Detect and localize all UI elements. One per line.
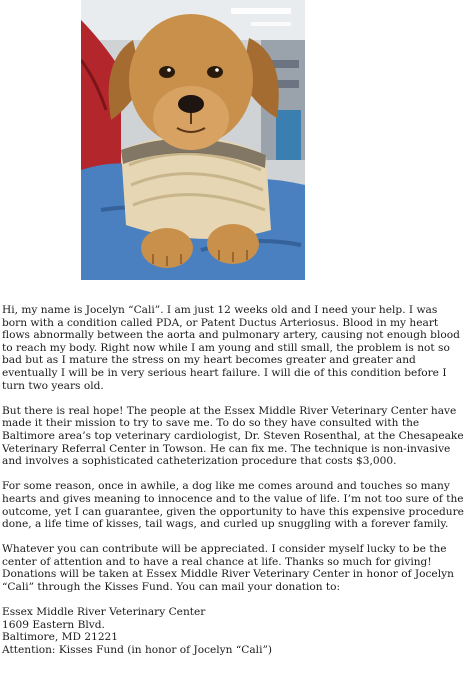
address-line-city: Baltimore, MD 21221 [2, 631, 119, 644]
letter-paragraph-hope: But there is real hope! The people at the Essex Middle River Veterinary Center have made it their mission to try to save me. To do so they have consulted with the Baltimore area’s top veterinary cardiologist, Dr. Steven Rosenthal, at the Chesapeake Veterinary Referral Center in Towson. He can fix me. The technique is non-invasive and involves a sophisticated catheterization procedure that costs $3,000. [2, 404, 464, 468]
address-line-name: Essex Middle River Veterinary Center [2, 606, 206, 619]
letter-paragraph-donate: Whatever you can contribute will be appreciated. I consider myself lucky to be the center of attention and to have a real chance at life. Thanks so much for giving! Donations will be taken at Essex Middle River Veterinary Center in honor of Jocelyn “Cali” through the Kisses Fund. You can mail your donation to: [2, 543, 454, 594]
letter-paragraph-meaning: For some reason, once in awhile, a dog like me comes around and touches so many hearts and gives meaning to innocence and to the value of life. I’m not too sure of the outcome, yet I can guarantee, given the opportunity to have this expensive procedure done, a life time of kisses, tail wags, and curled up snuggling with a forever family. [2, 480, 464, 531]
appeal-letter [2, 304, 464, 657]
letter-paragraph-intro: Hi, my name is Jocelyn “Cali”. I am just 12 weeks old and I need your help. I was born with a condition called PDA, or Patent Ductus Arteriosus. Blood in my heart flows abnormally between the aorta and pulmonary artery, causing not enough blood to reach my body. Right now while I am young and still small, the problem is not so bad but as I mature the stress on my heart becomes greater and greater and eventually I will be in very serious heart failure. I will die of this condition before I turn two years old. [2, 304, 460, 392]
address-line-street: 1609 Eastern Blvd. [2, 618, 105, 631]
puppy-photo [81, 0, 305, 280]
puppy-illustration [81, 0, 305, 280]
address-line-attention: Attention: Kisses Fund (in honor of Jocelyn “Cali”) [2, 644, 273, 657]
mailing-address [2, 606, 464, 656]
